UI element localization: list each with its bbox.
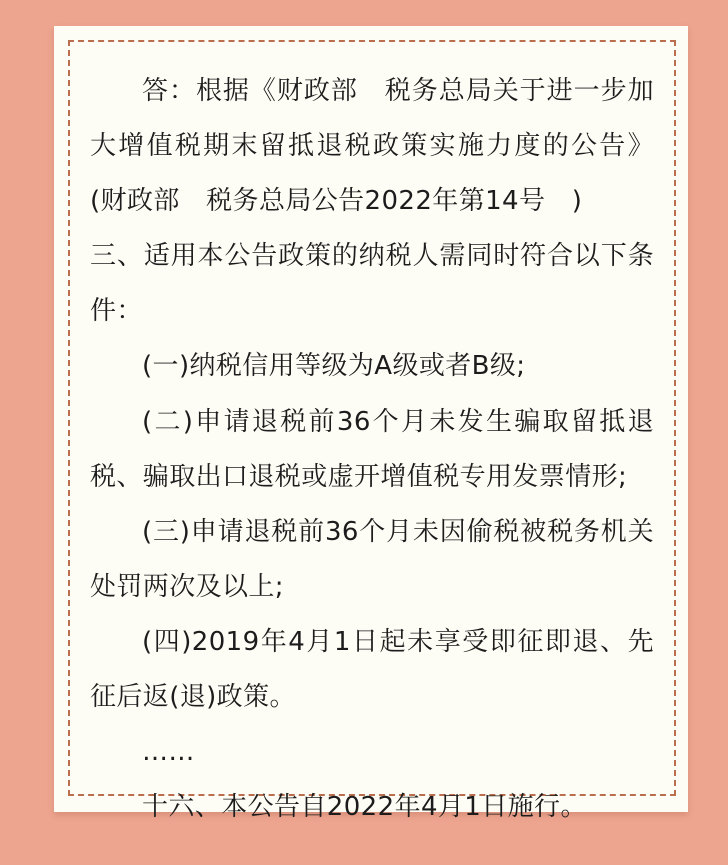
document-text [90,64,654,835]
article-sixteen: 十六、本公告自2022年4月1日施行。 [142,792,587,823]
condition-4: (四)2019年4月1日起未享受即征即退、先征后返(退)政策。 [90,626,654,713]
condition-1: (一)纳税信用等级为A级或者B级; [142,351,526,382]
article-three-heading: 三、适用本公告政策的纳税人需同时符合以下条件： [90,241,654,327]
document-card [54,26,688,823]
ellipsis: …… [142,737,195,768]
answer-paragraph: 答：根据《财政部 税务总局关于进一步加大增值税期末留抵退税政策实施力度的公告》(财政部 税务总局公告2022年第14号 ) [90,76,654,217]
condition-2: (二)申请退税前36个月未发生骗取留抵退税、骗取出口退税或虚开增值税专用发票情形; [90,406,654,492]
condition-3: (三)申请退税前36个月未因偷税被税务机关处罚两次及以上; [90,516,654,602]
